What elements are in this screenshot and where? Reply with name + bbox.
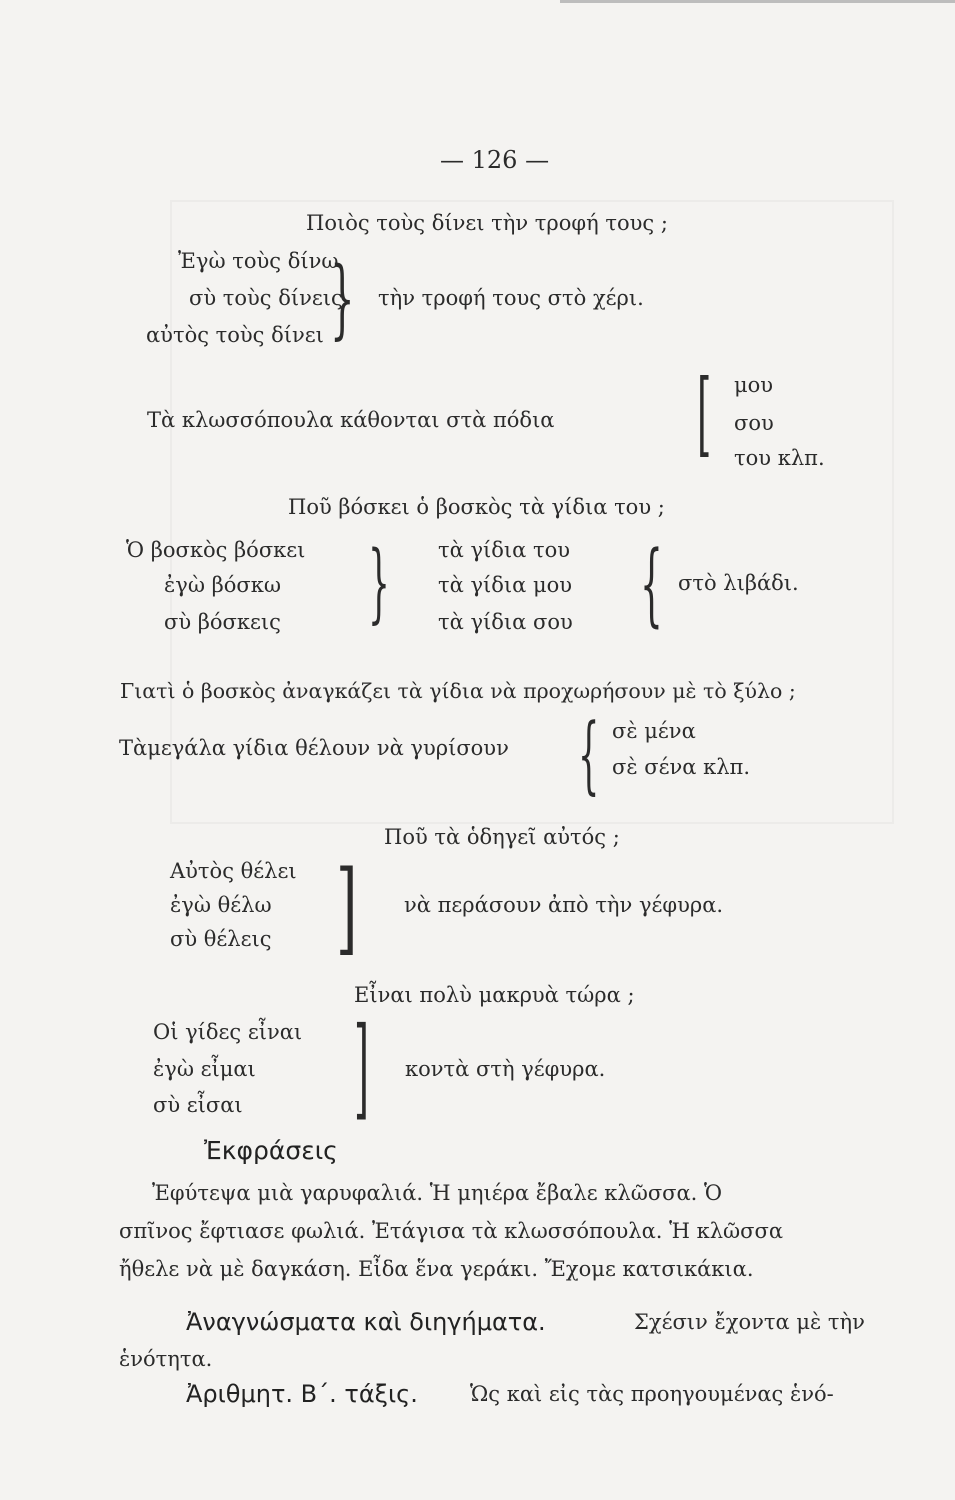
question-who-feeds: Ποιὸς τοὺς δίνει τὴν τροφή τους ;: [306, 211, 668, 235]
predicate-near-bridge: κοντὰ στὴ γέφυρα.: [405, 1057, 606, 1081]
subject-sy-theleis: σὺ θέλεις: [170, 927, 272, 951]
subject-line-1: Ἐγὼ τοὺς δίνω: [178, 249, 339, 273]
option-tou-klp: του κλπ.: [734, 446, 825, 470]
option-se-sena: σὲ σένα κλπ.: [612, 755, 751, 779]
question-where-leads: Ποῦ τὰ ὁδηγεῖ αὐτός ;: [384, 825, 620, 849]
subject-line-3: αὐτὸς τοὺς δίνει: [146, 323, 324, 347]
subject-sy-eisai: σὺ εἶσαι: [153, 1093, 243, 1117]
subject-shepherd: Ὁ βοσκὸς βόσκει: [126, 538, 306, 562]
subject-ego-eimai: ἐγὼ εἶμαι: [153, 1057, 256, 1081]
sentence-big-goats: Τὰμεγάλα γίδια θέλουν νὰ γυρίσουν: [119, 736, 509, 760]
predicate-cross-bridge: νὰ περάσουν ἀπὸ τὴν γέφυρα.: [404, 893, 724, 917]
page-number: — 126 —: [440, 146, 550, 174]
subject-ego: ἐγὼ βόσκω: [164, 573, 281, 597]
heading-ekfraseis: Ἐκφράσεις: [204, 1136, 338, 1165]
option-mou: μου: [734, 373, 774, 397]
subject-goats-are: Οἱ γίδες εἶναι: [153, 1020, 303, 1044]
subject-sy: σὺ βόσκεις: [164, 610, 281, 634]
left-bracket: [: [697, 360, 712, 467]
place-meadow: στὸ λιβάδι.: [678, 571, 799, 595]
ekfraseis-line-1: Ἐφύτεψα μιὰ γαρυφαλιά. Ἡ μηιέρα ἔβαλε κλῶσσα. Ὁ: [152, 1181, 723, 1205]
subject-line-2: σὺ τοὺς δίνεις: [189, 286, 343, 310]
left-brace-return: {: [578, 705, 600, 803]
anagnosmata-text: Σχέσιν ἔχοντα μὲ τὴν: [634, 1310, 865, 1334]
page-top-edge: [560, 0, 955, 3]
right-brace-place: {: [640, 532, 663, 637]
subject-ego-thelo: ἐγὼ θέλω: [170, 893, 272, 917]
option-se-mena: σὲ μένα: [612, 719, 696, 743]
right-brace: }: [330, 249, 355, 349]
object-goats-my: τὰ γίδια μου: [438, 573, 573, 597]
question-far-now: Εἶναι πολὺ μακρυὰ τώρα ;: [354, 983, 635, 1007]
predicate-food-in-hand: τὴν τροφή τους στὸ χέρι.: [378, 286, 644, 310]
question-why-stick: Γιατὶ ὁ βοσκὸς ἀναγκάζει τὰ γίδια νὰ προχωρήσουν μὲ τὸ ξύλο ;: [120, 679, 796, 703]
heading-anagnosmata: Ἀναγνώσματα καὶ διηγήματα.: [186, 1308, 546, 1336]
heading-arithmitiki: Ἀριθμητ. Β΄. τάξις.: [186, 1380, 418, 1408]
object-goats-his: τὰ γίδια του: [438, 538, 571, 562]
subject-autos: Αὐτὸς θέλει: [170, 859, 297, 883]
ekfraseis-line-3: ἤθελε νὰ μὲ δαγκάση. Εἶδα ἕνα γεράκι. Ἔχομε κατσικάκια.: [119, 1257, 754, 1281]
bridge-bracket: ]: [336, 849, 358, 966]
middle-brace: }: [368, 533, 390, 633]
near-bridge-bracket: ]: [354, 1003, 370, 1131]
arithmitiki-text: Ὡς καὶ εἰς τὰς προηγουμένας ἑνό-: [470, 1382, 834, 1406]
option-sou: σου: [734, 411, 774, 435]
question-where-graze: Ποῦ βόσκει ὁ βοσκὸς τὰ γίδια του ;: [288, 495, 665, 519]
object-goats-your: τὰ γίδια σου: [438, 610, 573, 634]
sentence-chicks-sit: Τὰ κλωσσόπουλα κάθονται στὰ πόδια: [147, 408, 555, 432]
ekfraseis-line-2: σπῖνος ἔφτιασε φωλιά. Ἐτάγισα τὰ κλωσσόπουλα. Ἡ κλῶσσα: [119, 1219, 784, 1243]
anagnosmata-text-cont: ἑνότητα.: [119, 1347, 213, 1371]
